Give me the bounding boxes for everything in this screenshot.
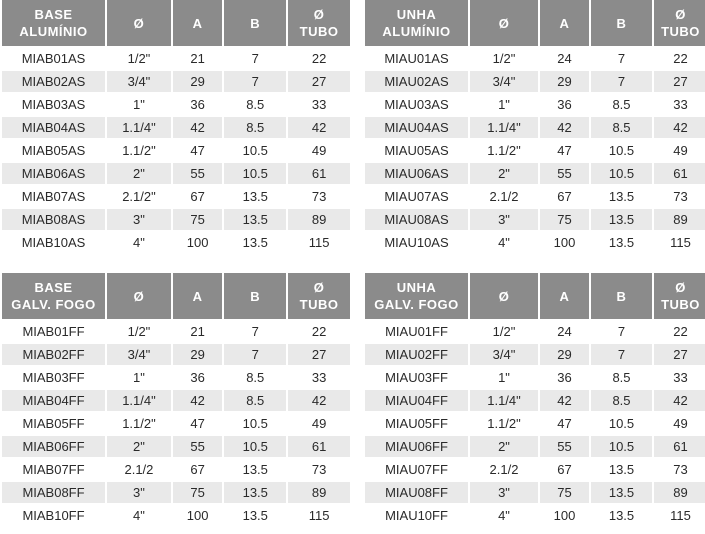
cell-b: 7 bbox=[224, 344, 286, 365]
cell-product-code: MIAB03FF bbox=[2, 367, 105, 388]
cell-tube: 61 bbox=[288, 163, 350, 184]
header-title-line2: GALV. FOGO bbox=[11, 297, 96, 312]
table-row bbox=[365, 186, 705, 207]
header-diameter: Ø bbox=[107, 273, 171, 319]
table-row bbox=[365, 48, 705, 69]
cell-a: 36 bbox=[173, 367, 222, 388]
table-row bbox=[2, 71, 350, 92]
header-title-line2: ALUMÍNIO bbox=[382, 24, 451, 39]
header-a: A bbox=[540, 0, 589, 46]
table-row bbox=[365, 117, 705, 138]
cell-product-code: MIAB07AS bbox=[2, 186, 105, 207]
cell-b: 13.5 bbox=[591, 209, 652, 230]
header-a: A bbox=[173, 273, 222, 319]
cell-diameter: 3/4" bbox=[470, 344, 538, 365]
header-tube-line1: Ø bbox=[313, 7, 325, 22]
cell-tube: 22 bbox=[288, 48, 350, 69]
cell-product-code: MIAU02AS bbox=[365, 71, 468, 92]
table-base-galv-fogo bbox=[0, 271, 352, 528]
header-product bbox=[2, 0, 105, 46]
cell-b: 8.5 bbox=[591, 390, 652, 411]
cell-diameter: 1.1/4" bbox=[470, 390, 538, 411]
cell-product-code: MIAU07FF bbox=[365, 459, 468, 480]
cell-a: 21 bbox=[173, 321, 222, 342]
cell-diameter: 4" bbox=[470, 505, 538, 526]
cell-b: 13.5 bbox=[224, 186, 286, 207]
cell-diameter: 1" bbox=[107, 94, 171, 115]
table-row bbox=[2, 436, 350, 457]
cell-diameter: 3/4" bbox=[470, 71, 538, 92]
cell-tube: 61 bbox=[654, 163, 705, 184]
cell-b: 10.5 bbox=[591, 140, 652, 161]
table-row bbox=[365, 321, 705, 342]
table-row bbox=[2, 390, 350, 411]
header-tube-line1: Ø bbox=[313, 280, 325, 295]
cell-a: 36 bbox=[540, 367, 589, 388]
table-row bbox=[2, 459, 350, 480]
cell-tube: 42 bbox=[288, 390, 350, 411]
table-row bbox=[2, 186, 350, 207]
cell-tube: 22 bbox=[654, 48, 705, 69]
cell-product-code: MIAU03FF bbox=[365, 367, 468, 388]
table-row bbox=[2, 344, 350, 365]
cell-diameter: 1.1/4" bbox=[107, 117, 171, 138]
table-row bbox=[2, 232, 350, 253]
cell-b: 13.5 bbox=[224, 209, 286, 230]
cell-tube: 115 bbox=[288, 232, 350, 253]
cell-b: 7 bbox=[224, 48, 286, 69]
cell-a: 29 bbox=[540, 71, 589, 92]
cell-a: 47 bbox=[540, 413, 589, 434]
table-row bbox=[365, 482, 705, 503]
cell-product-code: MIAB02AS bbox=[2, 71, 105, 92]
cell-diameter: 2" bbox=[470, 436, 538, 457]
table-row bbox=[365, 71, 705, 92]
cell-a: 67 bbox=[540, 459, 589, 480]
cell-diameter: 2.1/2 bbox=[470, 459, 538, 480]
header-title-line2: ALUMÍNIO bbox=[19, 24, 88, 39]
header-tube bbox=[654, 273, 705, 319]
cell-a: 47 bbox=[540, 140, 589, 161]
header-b: B bbox=[224, 0, 286, 46]
table-row bbox=[2, 140, 350, 161]
cell-a: 100 bbox=[540, 505, 589, 526]
cell-tube: 33 bbox=[654, 367, 705, 388]
cell-a: 47 bbox=[173, 140, 222, 161]
cell-diameter: 2.1/2 bbox=[107, 459, 171, 480]
cell-b: 10.5 bbox=[591, 436, 652, 457]
cell-b: 10.5 bbox=[224, 140, 286, 161]
table-row bbox=[365, 163, 705, 184]
cell-a: 100 bbox=[173, 505, 222, 526]
table-row bbox=[365, 140, 705, 161]
cell-b: 8.5 bbox=[591, 367, 652, 388]
cell-b: 8.5 bbox=[224, 390, 286, 411]
cell-b: 10.5 bbox=[591, 163, 652, 184]
cell-b: 10.5 bbox=[224, 163, 286, 184]
cell-a: 29 bbox=[540, 344, 589, 365]
cell-diameter: 1.1/2" bbox=[107, 413, 171, 434]
cell-b: 10.5 bbox=[224, 436, 286, 457]
cell-diameter: 1.1/2" bbox=[107, 140, 171, 161]
cell-b: 13.5 bbox=[591, 186, 652, 207]
cell-a: 55 bbox=[173, 436, 222, 457]
cell-product-code: MIAU05AS bbox=[365, 140, 468, 161]
cell-b: 10.5 bbox=[224, 413, 286, 434]
cell-tube: 61 bbox=[654, 436, 705, 457]
cell-tube: 42 bbox=[654, 390, 705, 411]
cell-diameter: 3/4" bbox=[107, 71, 171, 92]
header-product bbox=[365, 273, 468, 319]
cell-diameter: 1.1/2" bbox=[470, 140, 538, 161]
header-product bbox=[2, 273, 105, 319]
cell-diameter: 1/2" bbox=[470, 48, 538, 69]
header-b: B bbox=[224, 273, 286, 319]
cell-a: 21 bbox=[173, 48, 222, 69]
cell-tube: 115 bbox=[654, 232, 705, 253]
cell-product-code: MIAB02FF bbox=[2, 344, 105, 365]
cell-b: 13.5 bbox=[224, 459, 286, 480]
cell-diameter: 2.1/2" bbox=[107, 186, 171, 207]
header-a: A bbox=[173, 0, 222, 46]
header-diameter: Ø bbox=[107, 0, 171, 46]
cell-product-code: MIAU07AS bbox=[365, 186, 468, 207]
cell-a: 67 bbox=[540, 186, 589, 207]
cell-diameter: 1.1/4" bbox=[470, 117, 538, 138]
cell-diameter: 1" bbox=[107, 367, 171, 388]
cell-a: 36 bbox=[173, 94, 222, 115]
header-title-line1: UNHA bbox=[396, 7, 437, 22]
cell-a: 29 bbox=[173, 71, 222, 92]
cell-a: 75 bbox=[173, 209, 222, 230]
cell-b: 7 bbox=[591, 48, 652, 69]
cell-product-code: MIAB10FF bbox=[2, 505, 105, 526]
table-base-aluminio bbox=[0, 0, 352, 255]
cell-product-code: MIAU01FF bbox=[365, 321, 468, 342]
cell-diameter: 1.1/2" bbox=[470, 413, 538, 434]
cell-tube: 89 bbox=[288, 209, 350, 230]
cell-b: 13.5 bbox=[224, 232, 286, 253]
cell-diameter: 1/2" bbox=[107, 48, 171, 69]
table-unha-galv-fogo bbox=[363, 271, 705, 528]
cell-diameter: 1/2" bbox=[107, 321, 171, 342]
header-a: A bbox=[540, 273, 589, 319]
header-tube-line2: TUBO bbox=[661, 24, 700, 39]
cell-tube: 33 bbox=[288, 367, 350, 388]
cell-tube: 33 bbox=[654, 94, 705, 115]
cell-tube: 115 bbox=[654, 505, 705, 526]
cell-diameter: 2" bbox=[107, 436, 171, 457]
cell-diameter: 1" bbox=[470, 367, 538, 388]
table-row bbox=[2, 48, 350, 69]
cell-tube: 27 bbox=[288, 344, 350, 365]
cell-a: 55 bbox=[540, 436, 589, 457]
cell-diameter: 3" bbox=[107, 209, 171, 230]
cell-a: 75 bbox=[173, 482, 222, 503]
cell-product-code: MIAB05AS bbox=[2, 140, 105, 161]
header-diameter: Ø bbox=[470, 273, 538, 319]
table-row bbox=[365, 413, 705, 434]
table-row bbox=[365, 390, 705, 411]
table-row bbox=[365, 232, 705, 253]
cell-b: 13.5 bbox=[224, 482, 286, 503]
table-row bbox=[2, 94, 350, 115]
table-header-row bbox=[2, 0, 350, 46]
cell-diameter: 4" bbox=[470, 232, 538, 253]
cell-diameter: 2.1/2 bbox=[470, 186, 538, 207]
cell-diameter: 1.1/4" bbox=[107, 390, 171, 411]
header-title-line1: BASE bbox=[34, 7, 73, 22]
cell-product-code: MIAU04FF bbox=[365, 390, 468, 411]
cell-a: 42 bbox=[173, 390, 222, 411]
table-row bbox=[2, 209, 350, 230]
cell-diameter: 3" bbox=[107, 482, 171, 503]
cell-product-code: MIAB08AS bbox=[2, 209, 105, 230]
cell-tube: 49 bbox=[654, 413, 705, 434]
table-row bbox=[2, 505, 350, 526]
table-row bbox=[365, 209, 705, 230]
cell-b: 7 bbox=[591, 321, 652, 342]
cell-product-code: MIAB08FF bbox=[2, 482, 105, 503]
header-tube-line2: TUBO bbox=[661, 297, 700, 312]
table-header-row bbox=[365, 273, 705, 319]
cell-product-code: MIAB01FF bbox=[2, 321, 105, 342]
cell-tube: 49 bbox=[654, 140, 705, 161]
cell-product-code: MIAB10AS bbox=[2, 232, 105, 253]
header-title-line1: BASE bbox=[34, 280, 73, 295]
table-row bbox=[365, 436, 705, 457]
cell-b: 8.5 bbox=[591, 94, 652, 115]
cell-tube: 61 bbox=[288, 436, 350, 457]
cell-product-code: MIAB04FF bbox=[2, 390, 105, 411]
cell-product-code: MIAU05FF bbox=[365, 413, 468, 434]
cell-tube: 22 bbox=[654, 321, 705, 342]
cell-a: 42 bbox=[540, 117, 589, 138]
table-row bbox=[2, 413, 350, 434]
table-row bbox=[2, 482, 350, 503]
cell-product-code: MIAU06AS bbox=[365, 163, 468, 184]
cell-b: 8.5 bbox=[224, 367, 286, 388]
header-title-line2: GALV. FOGO bbox=[374, 297, 459, 312]
cell-diameter: 3" bbox=[470, 209, 538, 230]
cell-product-code: MIAB03AS bbox=[2, 94, 105, 115]
header-tube bbox=[654, 0, 705, 46]
header-tube-line2: TUBO bbox=[299, 24, 339, 39]
cell-tube: 33 bbox=[288, 94, 350, 115]
cell-product-code: MIAB06AS bbox=[2, 163, 105, 184]
header-tube bbox=[288, 273, 350, 319]
table-row bbox=[365, 94, 705, 115]
cell-product-code: MIAU02FF bbox=[365, 344, 468, 365]
cell-tube: 49 bbox=[288, 413, 350, 434]
table-row bbox=[365, 344, 705, 365]
cell-b: 7 bbox=[591, 344, 652, 365]
cell-b: 7 bbox=[224, 71, 286, 92]
table-row bbox=[365, 459, 705, 480]
cell-diameter: 1" bbox=[470, 94, 538, 115]
cell-diameter: 3" bbox=[470, 482, 538, 503]
header-tube bbox=[288, 0, 350, 46]
header-tube-line1: Ø bbox=[675, 7, 686, 22]
header-b: B bbox=[591, 273, 652, 319]
cell-a: 100 bbox=[540, 232, 589, 253]
cell-product-code: MIAB04AS bbox=[2, 117, 105, 138]
cell-product-code: MIAB06FF bbox=[2, 436, 105, 457]
header-tube-line1: Ø bbox=[675, 280, 686, 295]
cell-b: 13.5 bbox=[591, 232, 652, 253]
cell-b: 8.5 bbox=[224, 117, 286, 138]
cell-a: 67 bbox=[173, 459, 222, 480]
cell-b: 13.5 bbox=[591, 482, 652, 503]
cell-tube: 22 bbox=[288, 321, 350, 342]
cell-a: 67 bbox=[173, 186, 222, 207]
table-row bbox=[365, 505, 705, 526]
cell-product-code: MIAU06FF bbox=[365, 436, 468, 457]
cell-tube: 42 bbox=[654, 117, 705, 138]
cell-a: 36 bbox=[540, 94, 589, 115]
cell-a: 55 bbox=[540, 163, 589, 184]
header-tube-line2: TUBO bbox=[299, 297, 339, 312]
cell-tube: 73 bbox=[654, 459, 705, 480]
cell-tube: 89 bbox=[654, 482, 705, 503]
cell-tube: 73 bbox=[288, 186, 350, 207]
cell-product-code: MIAU08AS bbox=[365, 209, 468, 230]
cell-product-code: MIAU10AS bbox=[365, 232, 468, 253]
cell-tube: 27 bbox=[654, 344, 705, 365]
cell-tube: 42 bbox=[288, 117, 350, 138]
cell-a: 29 bbox=[173, 344, 222, 365]
cell-tube: 89 bbox=[654, 209, 705, 230]
cell-tube: 27 bbox=[654, 71, 705, 92]
cell-b: 8.5 bbox=[591, 117, 652, 138]
cell-tube: 89 bbox=[288, 482, 350, 503]
cell-b: 13.5 bbox=[591, 505, 652, 526]
cell-tube: 49 bbox=[288, 140, 350, 161]
cell-a: 47 bbox=[173, 413, 222, 434]
cell-product-code: MIAU03AS bbox=[365, 94, 468, 115]
cell-tube: 27 bbox=[288, 71, 350, 92]
cell-a: 100 bbox=[173, 232, 222, 253]
cell-diameter: 2" bbox=[470, 163, 538, 184]
header-product bbox=[365, 0, 468, 46]
cell-b: 13.5 bbox=[224, 505, 286, 526]
cell-b: 7 bbox=[224, 321, 286, 342]
header-b: B bbox=[591, 0, 652, 46]
table-header-row bbox=[365, 0, 705, 46]
cell-product-code: MIAB01AS bbox=[2, 48, 105, 69]
header-diameter: Ø bbox=[470, 0, 538, 46]
cell-product-code: MIAU01AS bbox=[365, 48, 468, 69]
cell-a: 75 bbox=[540, 209, 589, 230]
table-row bbox=[2, 163, 350, 184]
cell-tube: 115 bbox=[288, 505, 350, 526]
cell-b: 10.5 bbox=[591, 413, 652, 434]
cell-a: 55 bbox=[173, 163, 222, 184]
cell-a: 42 bbox=[173, 117, 222, 138]
table-header-row bbox=[2, 273, 350, 319]
cell-a: 24 bbox=[540, 321, 589, 342]
cell-tube: 73 bbox=[288, 459, 350, 480]
table-row bbox=[2, 321, 350, 342]
table-unha-aluminio bbox=[363, 0, 705, 255]
cell-b: 13.5 bbox=[591, 459, 652, 480]
cell-diameter: 1/2" bbox=[470, 321, 538, 342]
cell-product-code: MIAB05FF bbox=[2, 413, 105, 434]
cell-product-code: MIAU04AS bbox=[365, 117, 468, 138]
cell-a: 75 bbox=[540, 482, 589, 503]
table-row bbox=[365, 367, 705, 388]
cell-diameter: 4" bbox=[107, 232, 171, 253]
cell-tube: 73 bbox=[654, 186, 705, 207]
table-row bbox=[2, 367, 350, 388]
cell-diameter: 2" bbox=[107, 163, 171, 184]
header-title-line1: UNHA bbox=[396, 280, 437, 295]
cell-b: 7 bbox=[591, 71, 652, 92]
table-row bbox=[2, 117, 350, 138]
cell-product-code: MIAU10FF bbox=[365, 505, 468, 526]
cell-product-code: MIAU08FF bbox=[365, 482, 468, 503]
cell-diameter: 4" bbox=[107, 505, 171, 526]
cell-a: 24 bbox=[540, 48, 589, 69]
cell-diameter: 3/4" bbox=[107, 344, 171, 365]
cell-b: 8.5 bbox=[224, 94, 286, 115]
cell-product-code: MIAB07FF bbox=[2, 459, 105, 480]
cell-a: 42 bbox=[540, 390, 589, 411]
